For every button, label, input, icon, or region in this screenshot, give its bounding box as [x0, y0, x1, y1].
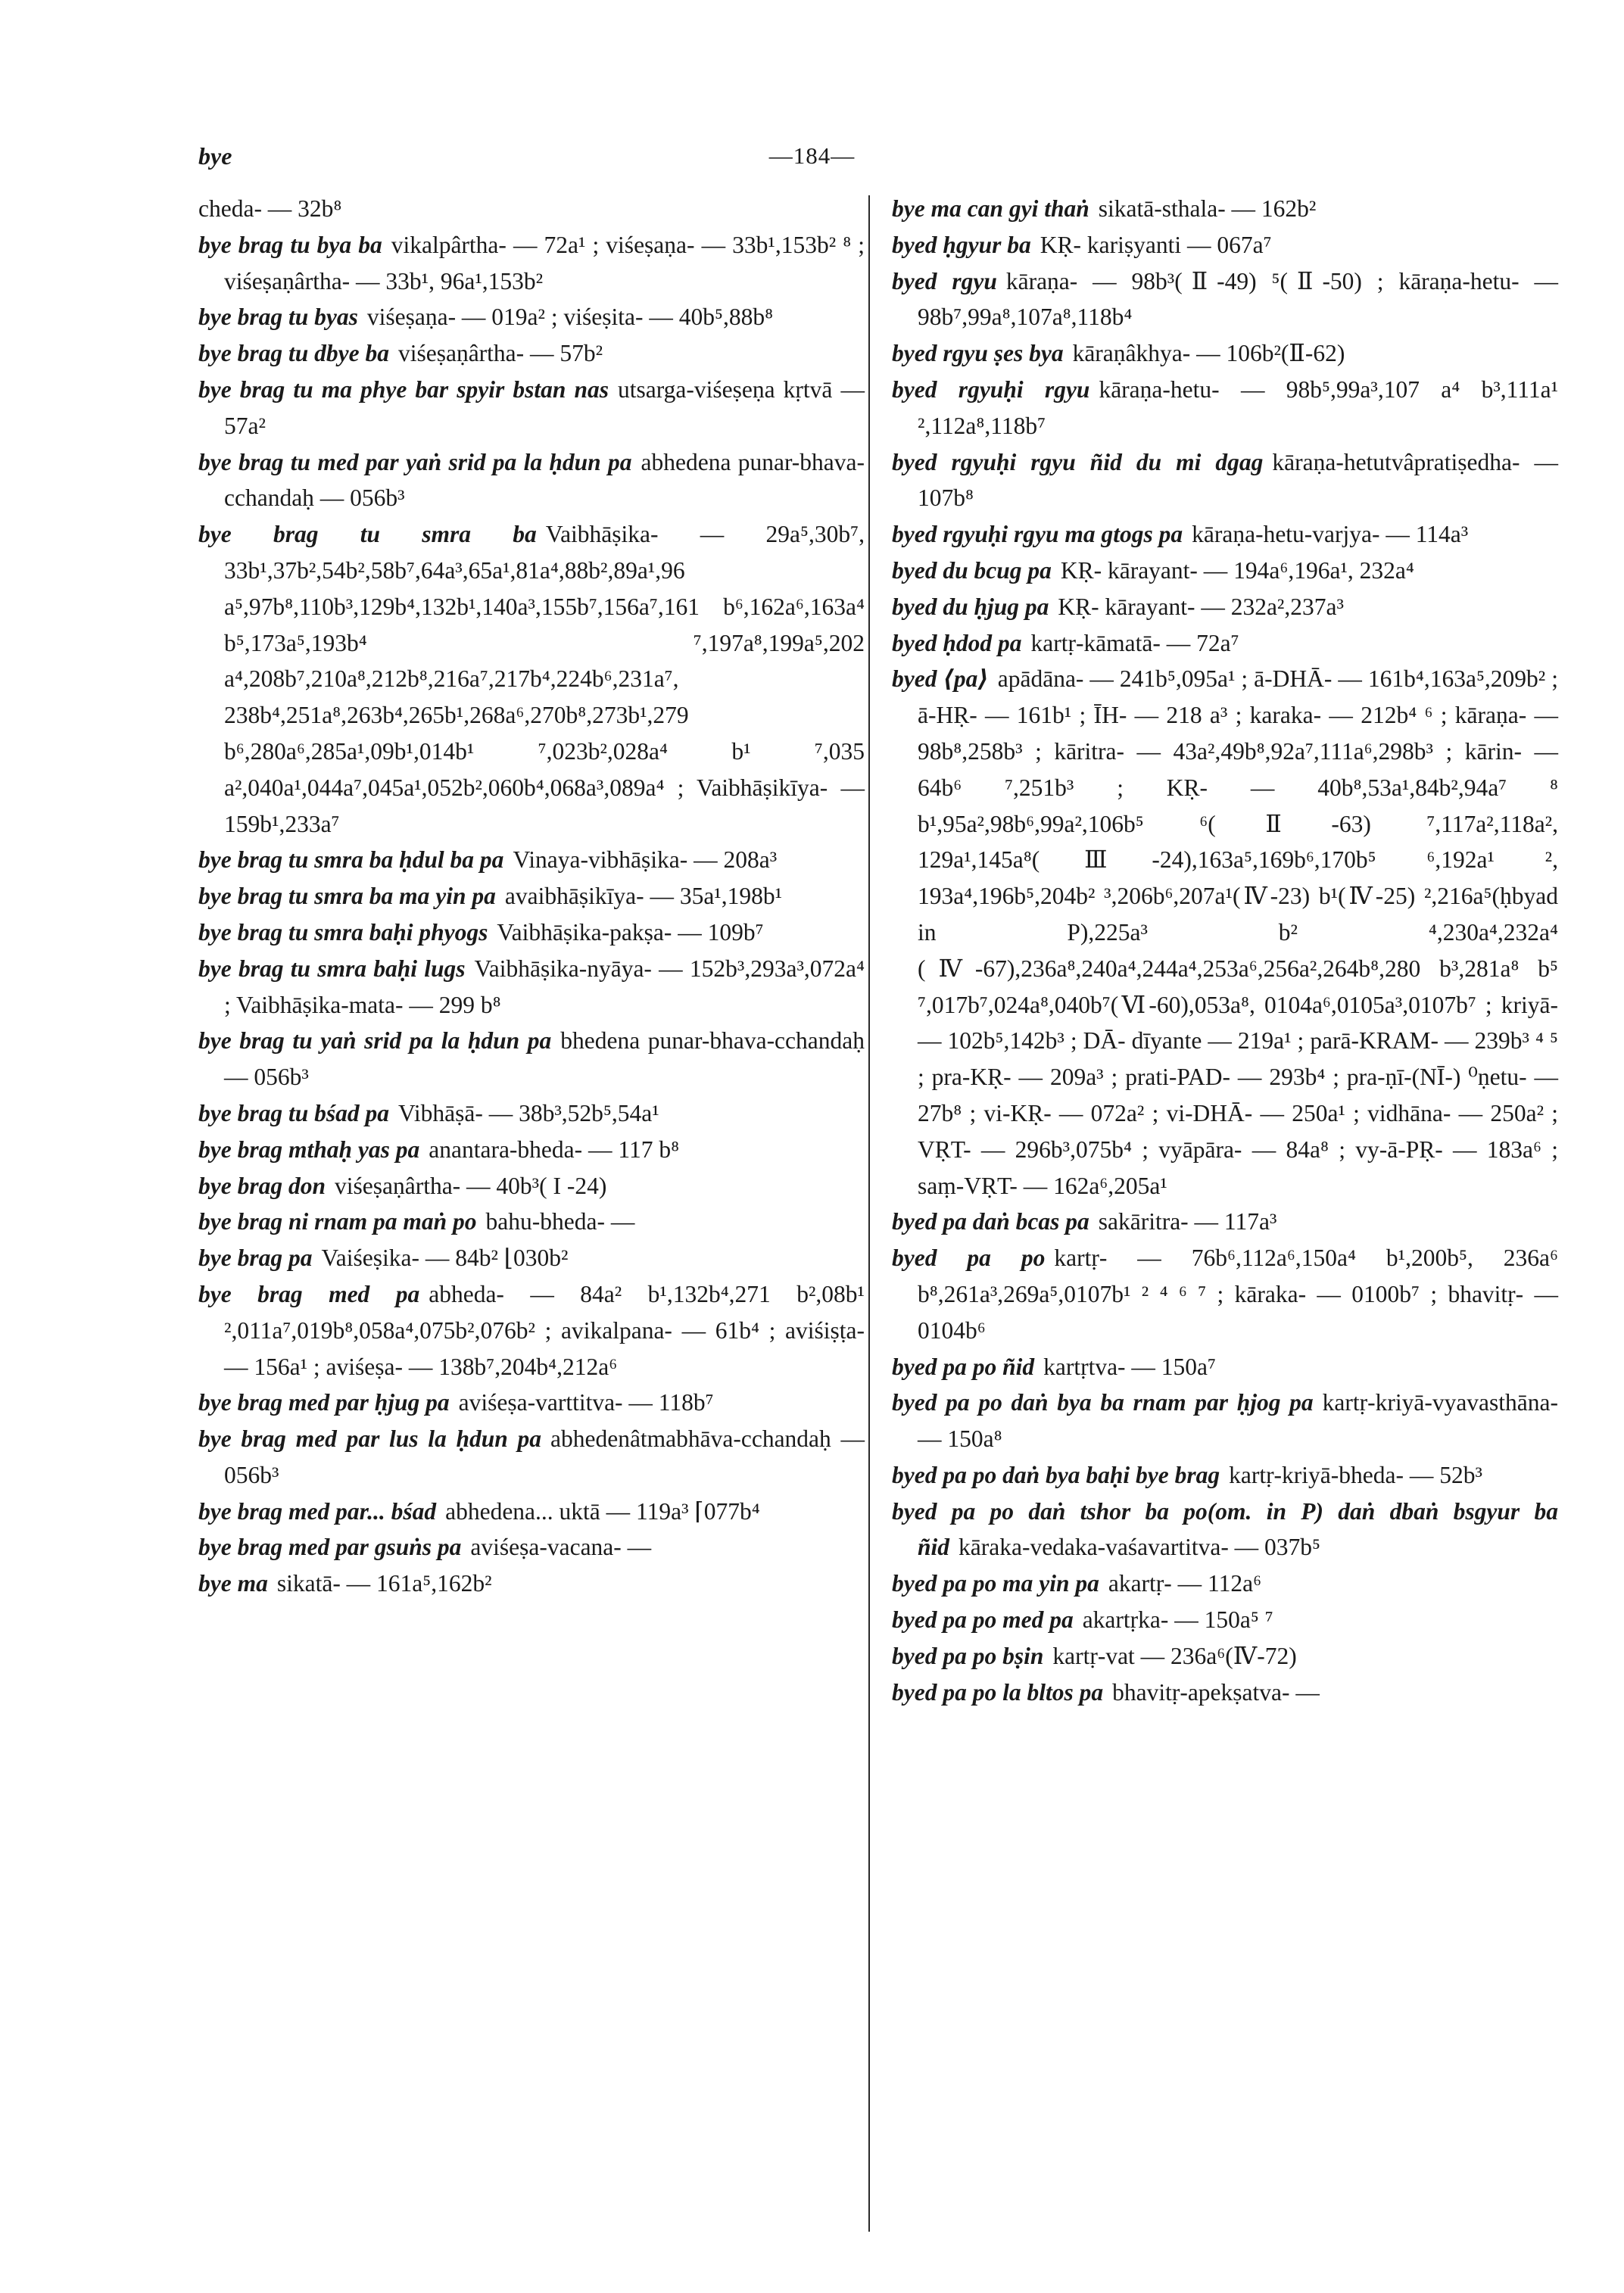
entry-definition: akartṛka- — 150a⁵ ⁷	[1082, 1606, 1273, 1634]
entry-definition: Vaiśeṣika- — 84b² ⌊030b²	[321, 1245, 569, 1272]
entry-term: byed pa po bṣin	[892, 1642, 1044, 1669]
entry-definition: kāraṇa-hetutvâpratiṣedha- — 107b⁸	[918, 448, 1558, 512]
entry-term: bye brag mthaḥ yas pa	[198, 1136, 420, 1163]
dictionary-entry	[198, 1240, 865, 1276]
entry-term: byed rgyuḥi rgyu ñid du mi dgag	[892, 448, 1264, 475]
entry-definition: abheda- — 84a² b¹,132b⁴,271 b²,08b¹ ²,011a⁷,019b⁸,058a⁴,075b²,076b² ; avikalpana- — 61b⁴ ; aviśiṣṭa- — 156a¹ ; aviśeṣa- — 138b⁷,204b⁴,212a⁶	[224, 1280, 865, 1380]
entry-term: byed pa daṅ bcas pa	[892, 1208, 1089, 1235]
dictionary-entry	[198, 842, 865, 878]
dictionary-entry	[198, 227, 865, 300]
entry-definition: kartṛ-kriyā-vyavasthāna- — 150a⁸	[918, 1389, 1558, 1453]
entry-term: bye brag med par gsuṅs pa	[198, 1534, 462, 1561]
entry-term: byed pa po daṅ bya baḥi bye brag	[892, 1461, 1220, 1488]
dictionary-entry	[892, 1349, 1558, 1385]
entry-definition: abhedenâtmabhāva-cchandaḥ — 056b³	[224, 1425, 865, 1488]
entry-term: bye brag tu smra ba ma yin pa	[198, 883, 496, 910]
entry-definition: Vaibhāṣika-nyāya- — 152b³,293a³,072a⁴ ; Vaibhāṣika-mata- — 299 b⁸	[224, 955, 865, 1018]
entry-definition: bahu-bheda- —	[485, 1208, 635, 1235]
entry-term: bye brag tu smra baḥi phyogs	[198, 918, 488, 946]
entry-definition: kāraka-vedaka-vaśavartitva- — 037b⁵	[959, 1534, 1321, 1561]
entry-term: byed pa po ñid	[892, 1353, 1035, 1380]
dictionary-entry	[198, 1095, 865, 1132]
entry-definition: kartṛ-kāmatā- — 72a⁷	[1030, 629, 1239, 656]
entry-term: bye brag tu byas	[198, 304, 358, 331]
entry-definition: abhedena punar-bhava-cchandaḥ — 056b³	[224, 448, 865, 512]
entry-definition: kāraṇa-hetu- — 98b⁵,99a³,107 a⁴ b³,111a¹ ²,112a⁸,118b⁷	[918, 375, 1559, 439]
entry-definition: kāraṇa- — 98b³(Ⅱ-49) ⁵(Ⅱ-50) ; kāraṇa-hetu- — 98b⁷,99a⁸,107a⁸,118b⁴	[918, 267, 1558, 331]
dictionary-entry	[198, 1023, 865, 1095]
right-column	[892, 191, 1558, 1710]
dictionary-entry	[892, 1457, 1558, 1494]
dictionary-entry	[198, 1204, 865, 1240]
dictionary-entry	[892, 227, 1558, 263]
dictionary-entry	[198, 1385, 865, 1421]
dictionary-entry	[892, 1638, 1558, 1675]
entry-term: byed pa po la bltos pa	[892, 1678, 1104, 1706]
entry-definition: viśeṣaṇa- — 019a² ; viśeṣita- — 40b⁵,88b⁸	[366, 304, 774, 331]
dictionary-entry	[198, 1566, 865, 1602]
entry-term: bye brag med par ḥjug pa	[198, 1389, 450, 1416]
entry-definition: Vaibhāṣika- — 29a⁵,30b⁷, 33b¹,37b²,54b²,58b⁷,64a³,65a¹,81a⁴,88b²,89a¹,96 a⁵,97b⁸,110b³,129b⁴,132b¹,140a³,155b⁷,156a⁷,161 b⁶,162a⁶,163a⁴ b⁵,173a⁵,193b⁴ ⁷,197a⁸,199a⁵,202 a⁴,208b⁷,210a⁸,212b⁸,216a⁷,217b⁴,224b⁶,231a⁷, 238b⁴,251a⁸,263b⁴,265b¹,268a⁶,270b⁸,273b¹,279 b⁶,280a⁶,285a¹,09b¹,014b¹ ⁷,023b²,028a⁴ b¹ ⁷,035 a²,040a¹,044a⁷,045a¹,052b²,060b⁴,068a³,089a⁴ ; Vaibhāṣikīya- — 159b¹,233a⁷	[224, 521, 865, 837]
entry-definition: kartṛ- — 76b⁶,112a⁶,150a⁴ b¹,200b⁵, 236a⁶ b⁸,261a³,269a⁵,0107b¹ ² ⁴ ⁶ ⁷ ; kāraka- — 0100b⁷ ; bhavitṛ- — 0104b⁶	[918, 1245, 1558, 1344]
entry-term: bye brag tu bśad pa	[198, 1099, 389, 1126]
entry-term: byed ḥdod pa	[892, 629, 1022, 656]
entry-term: bye ma	[198, 1570, 268, 1597]
entry-term: bye brag tu dbye ba	[198, 340, 389, 367]
dictionary-entry	[892, 516, 1558, 553]
dictionary-entry	[892, 1385, 1558, 1457]
entry-term: byed pa po ma yin pa	[892, 1570, 1099, 1597]
entry-definition: cheda- — 32b⁸	[198, 195, 342, 222]
entry-term: bye brag med par... bśad	[198, 1497, 437, 1525]
entry-definition: avaibhāṣikīya- — 35a¹,198b¹	[504, 883, 783, 910]
entry-term: byed ⟨pa⟩	[892, 665, 989, 693]
dictionary-entry	[892, 625, 1558, 662]
left-column	[198, 191, 865, 1602]
dictionary-entry	[892, 1204, 1558, 1240]
entry-definition: sikatā- — 161a⁵,162b²	[276, 1570, 492, 1597]
entry-term: byed du ḥjug pa	[892, 593, 1049, 620]
dictionary-entry	[892, 1240, 1558, 1348]
dictionary-entry	[892, 444, 1558, 517]
entry-term: bye brag med pa	[198, 1280, 420, 1307]
entry-definition: KṚ- kariṣyanti — 067a⁷	[1040, 231, 1272, 258]
entry-term: bye brag tu bya ba	[198, 231, 382, 258]
entry-term: byed pa po daṅ bya ba rnam par ḥjog pa	[892, 1389, 1314, 1416]
dictionary-entry	[892, 1675, 1558, 1711]
entry-term: bye brag tu ma phye bar spyir bstan nas	[198, 375, 609, 403]
entry-definition: kartṛtva- — 150a⁷	[1043, 1353, 1217, 1380]
entry-definition: sikatā-sthala- — 162b²	[1098, 195, 1317, 222]
entry-definition: vikalpârtha- — 72a¹ ; viśeṣaṇa- — 33b¹,153b² ⁸ ; viśeṣaṇârtha- — 33b¹, 96a¹,153b²	[224, 231, 865, 294]
entry-term: bye brag ni rnam pa maṅ po	[198, 1208, 477, 1235]
dictionary-entry	[198, 335, 865, 372]
entry-definition: anantara-bheda- — 117 b⁸	[429, 1136, 680, 1163]
page-number: —184—	[768, 142, 856, 169]
entry-term: bye brag tu smra ba	[198, 521, 537, 548]
entry-term: bye brag pa	[198, 1245, 313, 1272]
entry-definition: aviśeṣa-varttitva- — 118b⁷	[458, 1389, 714, 1416]
dictionary-entry	[892, 589, 1558, 625]
running-head: bye	[198, 142, 232, 170]
dictionary-entry	[892, 191, 1558, 227]
entry-term: byed rgyuḥi rgyu	[892, 375, 1090, 403]
entry-definition: bhedena punar-bhava-cchandaḥ — 056b³	[224, 1027, 865, 1091]
dictionary-entry	[198, 191, 865, 227]
entry-term: bye brag don	[198, 1172, 326, 1199]
dictionary-entry	[198, 878, 865, 914]
entry-definition: kartṛ-kriyā-bheda- — 52b³	[1229, 1461, 1482, 1488]
entry-term: bye brag tu smra baḥi lugs	[198, 955, 466, 982]
entry-definition: akartṛ- — 112a⁶	[1108, 1570, 1262, 1597]
entry-definition: utsarga-viśeṣeṇa kṛtvā — 57a²	[224, 375, 865, 439]
entry-term: byed pa po daṅ tshor ba po(om. in P) daṅ dbaṅ bsgyur ba ñid	[892, 1497, 1558, 1561]
entry-term: bye ma can gyi thaṅ	[892, 195, 1089, 222]
dictionary-entry	[198, 1494, 865, 1530]
entry-definition: KṚ- kārayant- — 232a²,237a³	[1058, 593, 1344, 620]
entry-term: bye brag med par lus la ḥdun pa	[198, 1425, 541, 1453]
entry-term: byed pa po med pa	[892, 1606, 1074, 1634]
dictionary-entry	[198, 1276, 865, 1385]
dictionary-entry	[892, 1494, 1558, 1566]
entry-term: byed rgyu ṣes bya	[892, 340, 1064, 367]
entry-definition: apādāna- — 241b⁵,095a¹ ; ā-DHĀ- — 161b⁴,163a⁵,209b² ; ā-HṚ- — 161b¹ ; ĪH- — 218 a³ ; karaka- — 212b⁴ ⁶ ; kāraṇa- — 98b⁸,258b³ ; kāritra- — 43a²,49b⁸,92a⁷,111a⁶,298b³ ; kārin- — 64b⁶ ⁷,251b³ ; KṚ- — 40b⁸,53a¹,84b²,94a⁷ ⁸ b¹,95a²,98b⁶,99a²,106b⁵ ⁶(Ⅱ-63) ⁷,117a²,118a², 129a¹,145a⁸(Ⅲ-24),163a⁵,169b⁶,170b⁵ ⁶,192a¹ ², 193a⁴,196b⁵,204b² ³,206b⁶,207a¹(Ⅳ-23) b¹(Ⅳ-25) ²,216a⁵(ḥbyad in P),225a³ b² ⁴,230a⁴,232a⁴ (Ⅳ-67),236a⁸,240a⁴,244a⁴,253a⁶,256a²,264b⁸,280 b³,281a⁸ b⁵ ⁷,017b⁷,024a⁸,040b⁷(Ⅵ-60),053a⁸, 0104a⁶,0105a³,0107b⁷ ; kriyā- — 102b⁵,142b³ ; DĀ- dīyante — 219a¹ ; parā-KRAM- — 239b³ ⁴ ⁵ ; pra-KṚ- — 209a³ ; prati-PAD- — 293b⁴ ; pra-ṇī-(NĪ-) ⁰ṇetu- — 27b⁸ ; vi-KṚ- — 072a² ; vi-DHĀ- — 250a¹ ; vidhāna- — 250a² ; VṚT- — 296b³,075b⁴ ; vyāpāra- — 84a⁸ ; vy-ā-PṚ- — 183a⁶ ; saṃ-VṚT- — 162a⁶,205a¹	[918, 665, 1558, 1199]
dictionary-entry	[198, 951, 865, 1023]
dictionary-entry	[198, 1529, 865, 1566]
dictionary-entry	[892, 553, 1558, 589]
dictionary-entry	[892, 372, 1558, 444]
entry-term: byed rgyuḥi rgyu ma gtogs pa	[892, 521, 1183, 548]
entry-definition: kāraṇa-hetu-varjya- — 114a³	[1192, 521, 1469, 548]
entry-term: byed pa po	[892, 1245, 1046, 1272]
entry-term: bye brag tu yaṅ srid pa la ḥdun pa	[198, 1027, 552, 1055]
dictionary-entry	[892, 263, 1558, 336]
dictionary-entry	[892, 661, 1558, 1204]
dictionary-entry	[198, 516, 865, 842]
entry-term: bye brag tu smra ba ḥdul ba pa	[198, 846, 504, 874]
entry-definition: bhavitṛ-apekṣatva- —	[1112, 1678, 1320, 1706]
entry-definition: viśeṣaṇârtha- — 57b²	[397, 340, 603, 367]
dictionary-entry	[892, 1602, 1558, 1638]
entry-definition: kartṛ-vat — 236a⁶(Ⅳ-72)	[1052, 1642, 1297, 1669]
entry-term: byed rgyu	[892, 267, 997, 294]
dictionary-entry	[198, 1421, 865, 1494]
entry-definition: kāraṇâkhya- — 106b²(Ⅱ-62)	[1072, 340, 1345, 367]
dictionary-entry	[198, 914, 865, 951]
dictionary-entry	[892, 1566, 1558, 1602]
dictionary-entry	[198, 1168, 865, 1204]
entry-definition: aviśeṣa-vacana- —	[470, 1534, 652, 1561]
entry-term: bye brag tu med par yaṅ srid pa la ḥdun pa	[198, 448, 632, 475]
entry-term: byed ḥgyur ba	[892, 231, 1031, 258]
entry-definition: viśeṣaṇârtha- — 40b³( I -24)	[335, 1172, 607, 1199]
dictionary-entry	[198, 444, 865, 517]
entry-definition: sakāritra- — 117a³	[1098, 1208, 1277, 1235]
entry-definition: abhedena... uktā — 119a³ ⌈077b⁴	[445, 1497, 760, 1525]
entry-definition: Vinaya-vibhāṣika- — 208a³	[513, 846, 778, 874]
column-divider	[868, 195, 870, 2232]
dictionary-entry	[198, 372, 865, 444]
entry-term: byed du bcug pa	[892, 556, 1052, 584]
dictionary-entry	[892, 335, 1558, 372]
entry-definition: Vibhāṣā- — 38b³,52b⁵,54a¹	[398, 1099, 659, 1126]
entry-definition: Vaibhāṣika-pakṣa- — 109b⁷	[497, 918, 764, 946]
page-header	[198, 142, 1426, 180]
dictionary-entry	[198, 299, 865, 335]
entry-definition: KṚ- kārayant- — 194a⁶,196a¹, 232a⁴	[1060, 556, 1414, 584]
dictionary-entry	[198, 1132, 865, 1168]
